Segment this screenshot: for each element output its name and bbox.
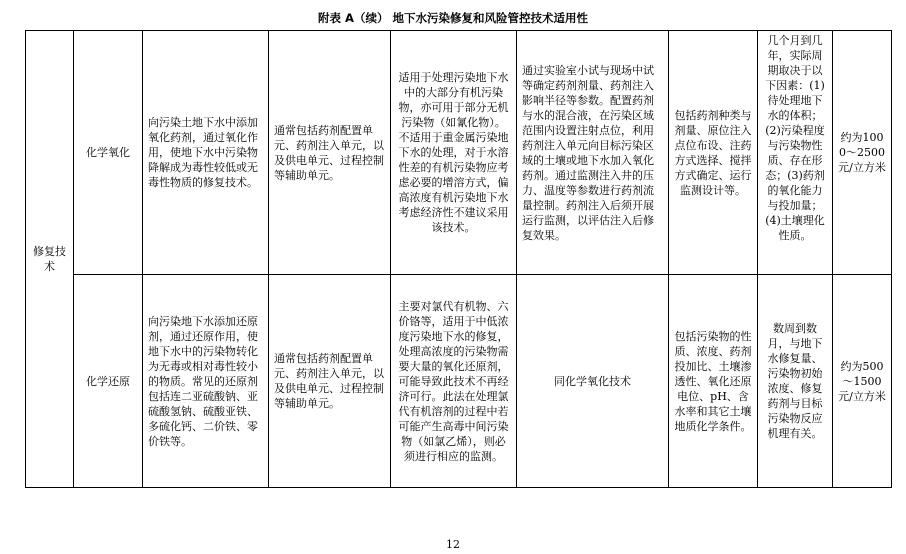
parameters-cell: 包括污染物的性质、浓度、药剂投加比、土壤渗透性、氧化还原电位、pH、含水率和其它土壤地质化学条件。	[669, 275, 758, 488]
key-points-cell: 同化学氧化技术	[517, 275, 669, 488]
principle-cell: 向污染土地下水中添加氧化药剂，通过氧化作用，使地下水中污染物降解成为毒性较低或无毒性物质的修复技术。	[143, 31, 269, 275]
cost-cell: 约为500～1500元/立方米	[833, 275, 892, 488]
table-title: 附表 A（续） 地下水污染修复和风险管控技术适用性	[318, 11, 588, 25]
category-cell: 修复技术	[26, 31, 74, 488]
applicability-cell: 主要对氯代有机物、六价铬等，适用于中低浓度污染地下水的修复，处理高浓度的污染物需要大量的氧化还原剂，可能导致此技术不再经济可行。此法在处理氯代有机溶剂的过程中若可能产生高毒中间污染物（如氯乙烯），则必须进行相应的监测。	[391, 275, 517, 488]
system-cell: 通常包括药剂配置单元、药剂注入单元，以及供电单元、过程控制等辅助单元。	[269, 31, 391, 275]
key-points-cell: 通过实验室小试与现场中试等确定药剂剂量、药剂注入影响半径等参数。配置药剂与水的混合液，在污染区域范围内设置注射点位，利用药剂注入单元向目标污染区域的土壤或地下水加入氧化药剂。通过监测注入井的压力、温度等参数进行药剂流量控制。药剂注入后须开展运行监测，以评估注入后修复效果。	[517, 31, 669, 275]
applicability-cell: 适用于处理污染地下水中的大部分有机污染物，亦可用于部分无机污染物（如氰化物）。不适用于重金属污染地下水的处理，对于水溶性差的有机污染物应考虑必要的增溶方式，偏高浓度有机污染地下水考虑经济性不建议采用该技术。	[391, 31, 517, 275]
period-cell: 几个月到几年，实际周期取决于以下因素：(1)待处理地下水的体积；(2)污染程度与污染物性质、存在形态；(3)药剂的氧化能力与投加量；(4)土壤理化性质。	[758, 31, 833, 275]
cost-cell: 约为1000～2500元/立方米	[833, 31, 892, 275]
table-row	[26, 275, 892, 488]
parameters-cell: 包括药剂种类与剂量、原位注入点位布设、注药方式选择、搅拌方式确定、运行监测设计等。	[669, 31, 758, 275]
page-number: 12	[446, 538, 460, 551]
principle-cell: 向污染地下水添加还原剂，通过还原作用，使地下水中的污染物转化为无毒或相对毒性较小的物质。常见的还原剂包括连二亚硫酸钠、亚硫酸氢钠、硫酸亚铁、多硫化钙、二价铁、零价铁等。	[143, 275, 269, 488]
system-cell: 通常包括药剂配置单元、药剂注入单元，以及供电单元、过程控制等辅助单元。	[269, 275, 391, 488]
technology-table	[25, 30, 892, 488]
table-row	[26, 31, 892, 275]
period-cell: 数周到数月，与地下水修复量、污染物初始浓度、修复药剂与目标污染物反应机理有关。	[758, 275, 833, 488]
technology-name: 化学还原	[74, 275, 143, 488]
technology-name: 化学氧化	[74, 31, 143, 275]
